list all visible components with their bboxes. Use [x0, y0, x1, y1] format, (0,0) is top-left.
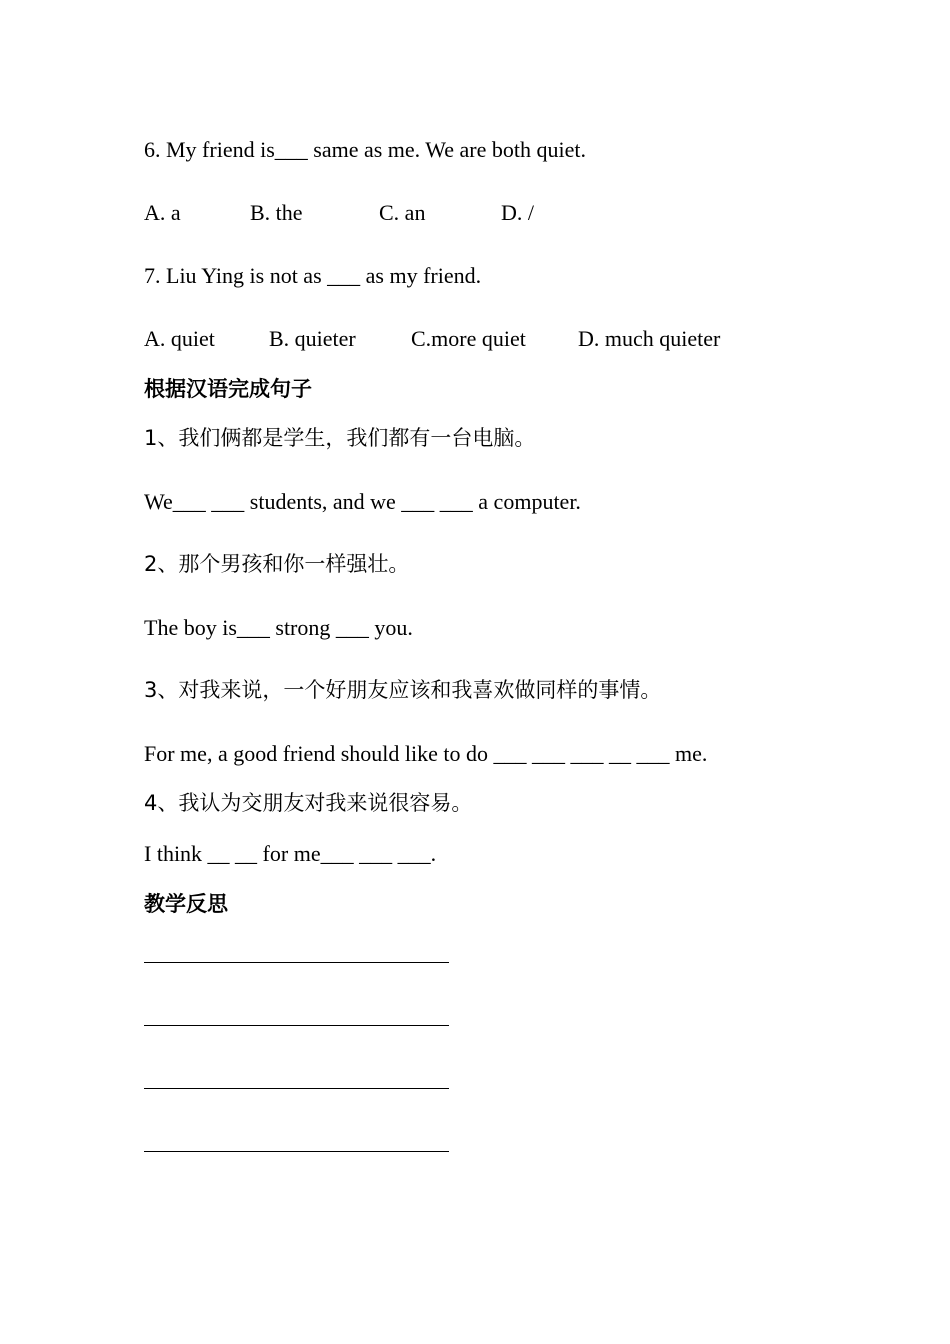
translation-section-heading: 根据汉语完成句子 — [144, 377, 312, 401]
translation-item-3-en: For me, a good friend should like to do ___ ___ ___ __ ___ me. — [144, 741, 708, 766]
translation-item-4-cn: 4、我认为交朋友对我来说很容易。 — [144, 791, 473, 815]
question-6-stem: 6. My friend is___ same as me. We are both quiet. — [144, 137, 586, 162]
reflection-blank-line-4[interactable] — [144, 1151, 449, 1152]
translation-item-4-en: I think __ __ for me___ ___ ___. — [144, 841, 437, 866]
reflection-blank-line-2[interactable] — [144, 1025, 449, 1026]
question-7-option-c[interactable]: C.more quiet — [411, 326, 526, 351]
translation-item-3-cn: 3、对我来说，一个好朋友应该和我喜欢做同样的事情。 — [144, 678, 662, 702]
reflection-blank-line-3[interactable] — [144, 1088, 449, 1089]
question-7-option-a[interactable]: A. quiet — [144, 326, 215, 351]
question-6-option-c[interactable]: C. an — [379, 200, 426, 225]
translation-item-1-en: We___ ___ students, and we ___ ___ a computer. — [144, 489, 581, 514]
translation-item-1-cn: 1、我们俩都是学生，我们都有一台电脑。 — [144, 426, 536, 450]
question-6-option-b[interactable]: B. the — [250, 200, 303, 225]
question-6-option-a[interactable]: A. a — [144, 200, 181, 225]
question-7-option-b[interactable]: B. quieter — [269, 326, 356, 351]
translation-item-2-en: The boy is___ strong ___ you. — [144, 615, 413, 640]
question-6-option-d[interactable]: D. / — [501, 200, 534, 225]
question-7-stem: 7. Liu Ying is not as ___ as my friend. — [144, 263, 482, 288]
translation-item-2-cn: 2、那个男孩和你一样强壮。 — [144, 552, 410, 576]
reflection-heading: 教学反思 — [144, 892, 228, 916]
reflection-blank-line-1[interactable] — [144, 962, 449, 963]
question-7-option-d[interactable]: D. much quieter — [578, 326, 721, 351]
